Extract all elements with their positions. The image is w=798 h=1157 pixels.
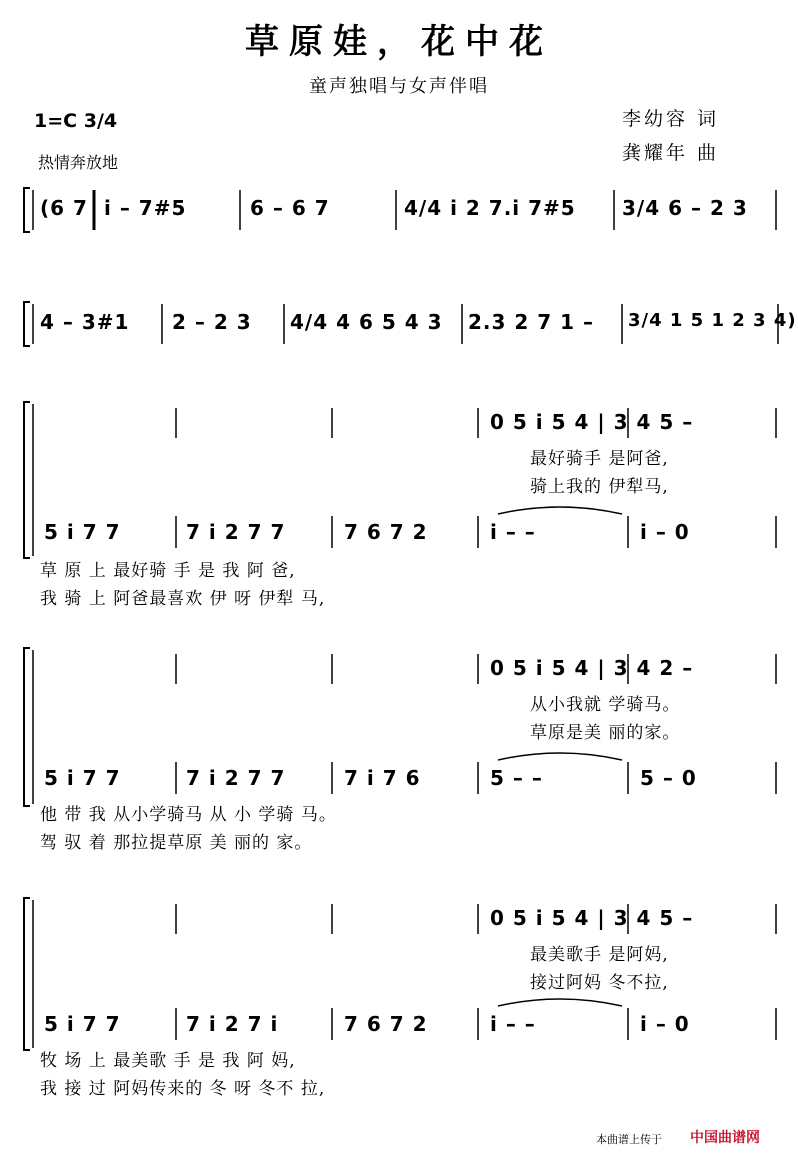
lower-measure: 5 – 0	[640, 766, 697, 790]
lower-lyrics: 他 带 我 从小学骑马 从 小 学骑 马。	[40, 805, 337, 825]
lower-measure: 7 6 7 2	[344, 1012, 428, 1036]
intro-measure: 6 – 6 7	[250, 196, 330, 220]
upper-lyrics: 接过阿妈 冬不拉,	[530, 973, 669, 993]
upper-lyrics: 从小我就 学骑马。	[530, 695, 681, 715]
site-logo[interactable]: 中国曲谱网	[690, 1130, 760, 1146]
lower-lyrics: 驾 驭 着 那拉提草原 美 丽的 家。	[40, 833, 313, 853]
upper-lyrics: 草原是美 丽的家。	[530, 723, 681, 743]
upper-lyrics: 骑上我的 伊犁马,	[530, 477, 669, 497]
page-subtitle: 童声独唱与女声伴唱	[309, 76, 489, 97]
time-signature: 3/4	[83, 110, 118, 132]
upper-notes: 0 5 i 5 4 | 3 4 5 –	[490, 410, 694, 434]
composer: 龚耀年 曲	[622, 142, 720, 164]
lower-measure: 7 i 7 6	[344, 766, 421, 790]
upper-notes: 0 5 i 5 4 | 3 4 5 –	[490, 906, 694, 930]
lower-measure: 7 6 7 2	[344, 520, 428, 544]
lower-lyrics: 我 接 过 阿妈传来的 冬 呀 冬不 拉,	[40, 1079, 326, 1099]
lyricist: 李幼容 词	[622, 108, 720, 130]
intro-measure: 4/4 4 6 5 4 3	[290, 310, 443, 334]
intro-measure: 2.3 2 7 1 –	[468, 310, 595, 334]
upper-lyrics: 最好骑手 是阿爸,	[530, 449, 669, 469]
upper-lyrics: 最美歌手 是阿妈,	[530, 945, 669, 965]
lower-measure: 7 i 2 7 7	[186, 520, 286, 544]
key-signature: 1=C 3/4	[34, 110, 118, 132]
lower-lyrics: 草 原 上 最好骑 手 是 我 阿 爸,	[40, 561, 296, 581]
lower-measure: i – –	[490, 520, 536, 544]
lower-measure: i – 0	[640, 1012, 690, 1036]
lower-lyrics: 牧 场 上 最美歌 手 是 我 阿 妈,	[40, 1051, 296, 1071]
intro-measure: 3/4 6 – 2 3	[622, 196, 748, 220]
lower-measure: 5 i 7 7	[44, 520, 121, 544]
lower-measure: 5 i 7 7	[44, 766, 121, 790]
lower-measure: i – –	[490, 1012, 536, 1036]
tempo-marking: 热情奔放地	[38, 153, 119, 172]
page-title: 草原娃，花中花	[245, 22, 553, 62]
intro-measure: 4 – 3#1	[40, 310, 130, 334]
lower-measure: 5 – –	[490, 766, 543, 790]
intro-measure: i – 7#5	[104, 196, 187, 220]
intro-measure: 4/4 i 2 7.i 7#5	[404, 196, 576, 220]
upper-notes: 0 5 i 5 4 | 3 4 2 –	[490, 656, 694, 680]
intro-measure: 2 – 2 3	[172, 310, 252, 334]
lower-lyrics: 我 骑 上 阿爸最喜欢 伊 呀 伊犁 马,	[40, 589, 326, 609]
lower-measure: 5 i 7 7	[44, 1012, 121, 1036]
lower-measure: 7 i 2 7 7	[186, 766, 286, 790]
intro-measure: (6 7	[40, 196, 88, 220]
lower-measure: 7 i 2 7 i	[186, 1012, 279, 1036]
intro-measure: 3/4 1 5 1 2 3 4)	[628, 310, 797, 331]
lower-measure: i – 0	[640, 520, 690, 544]
footer-text: 本曲谱上传于	[596, 1133, 662, 1146]
